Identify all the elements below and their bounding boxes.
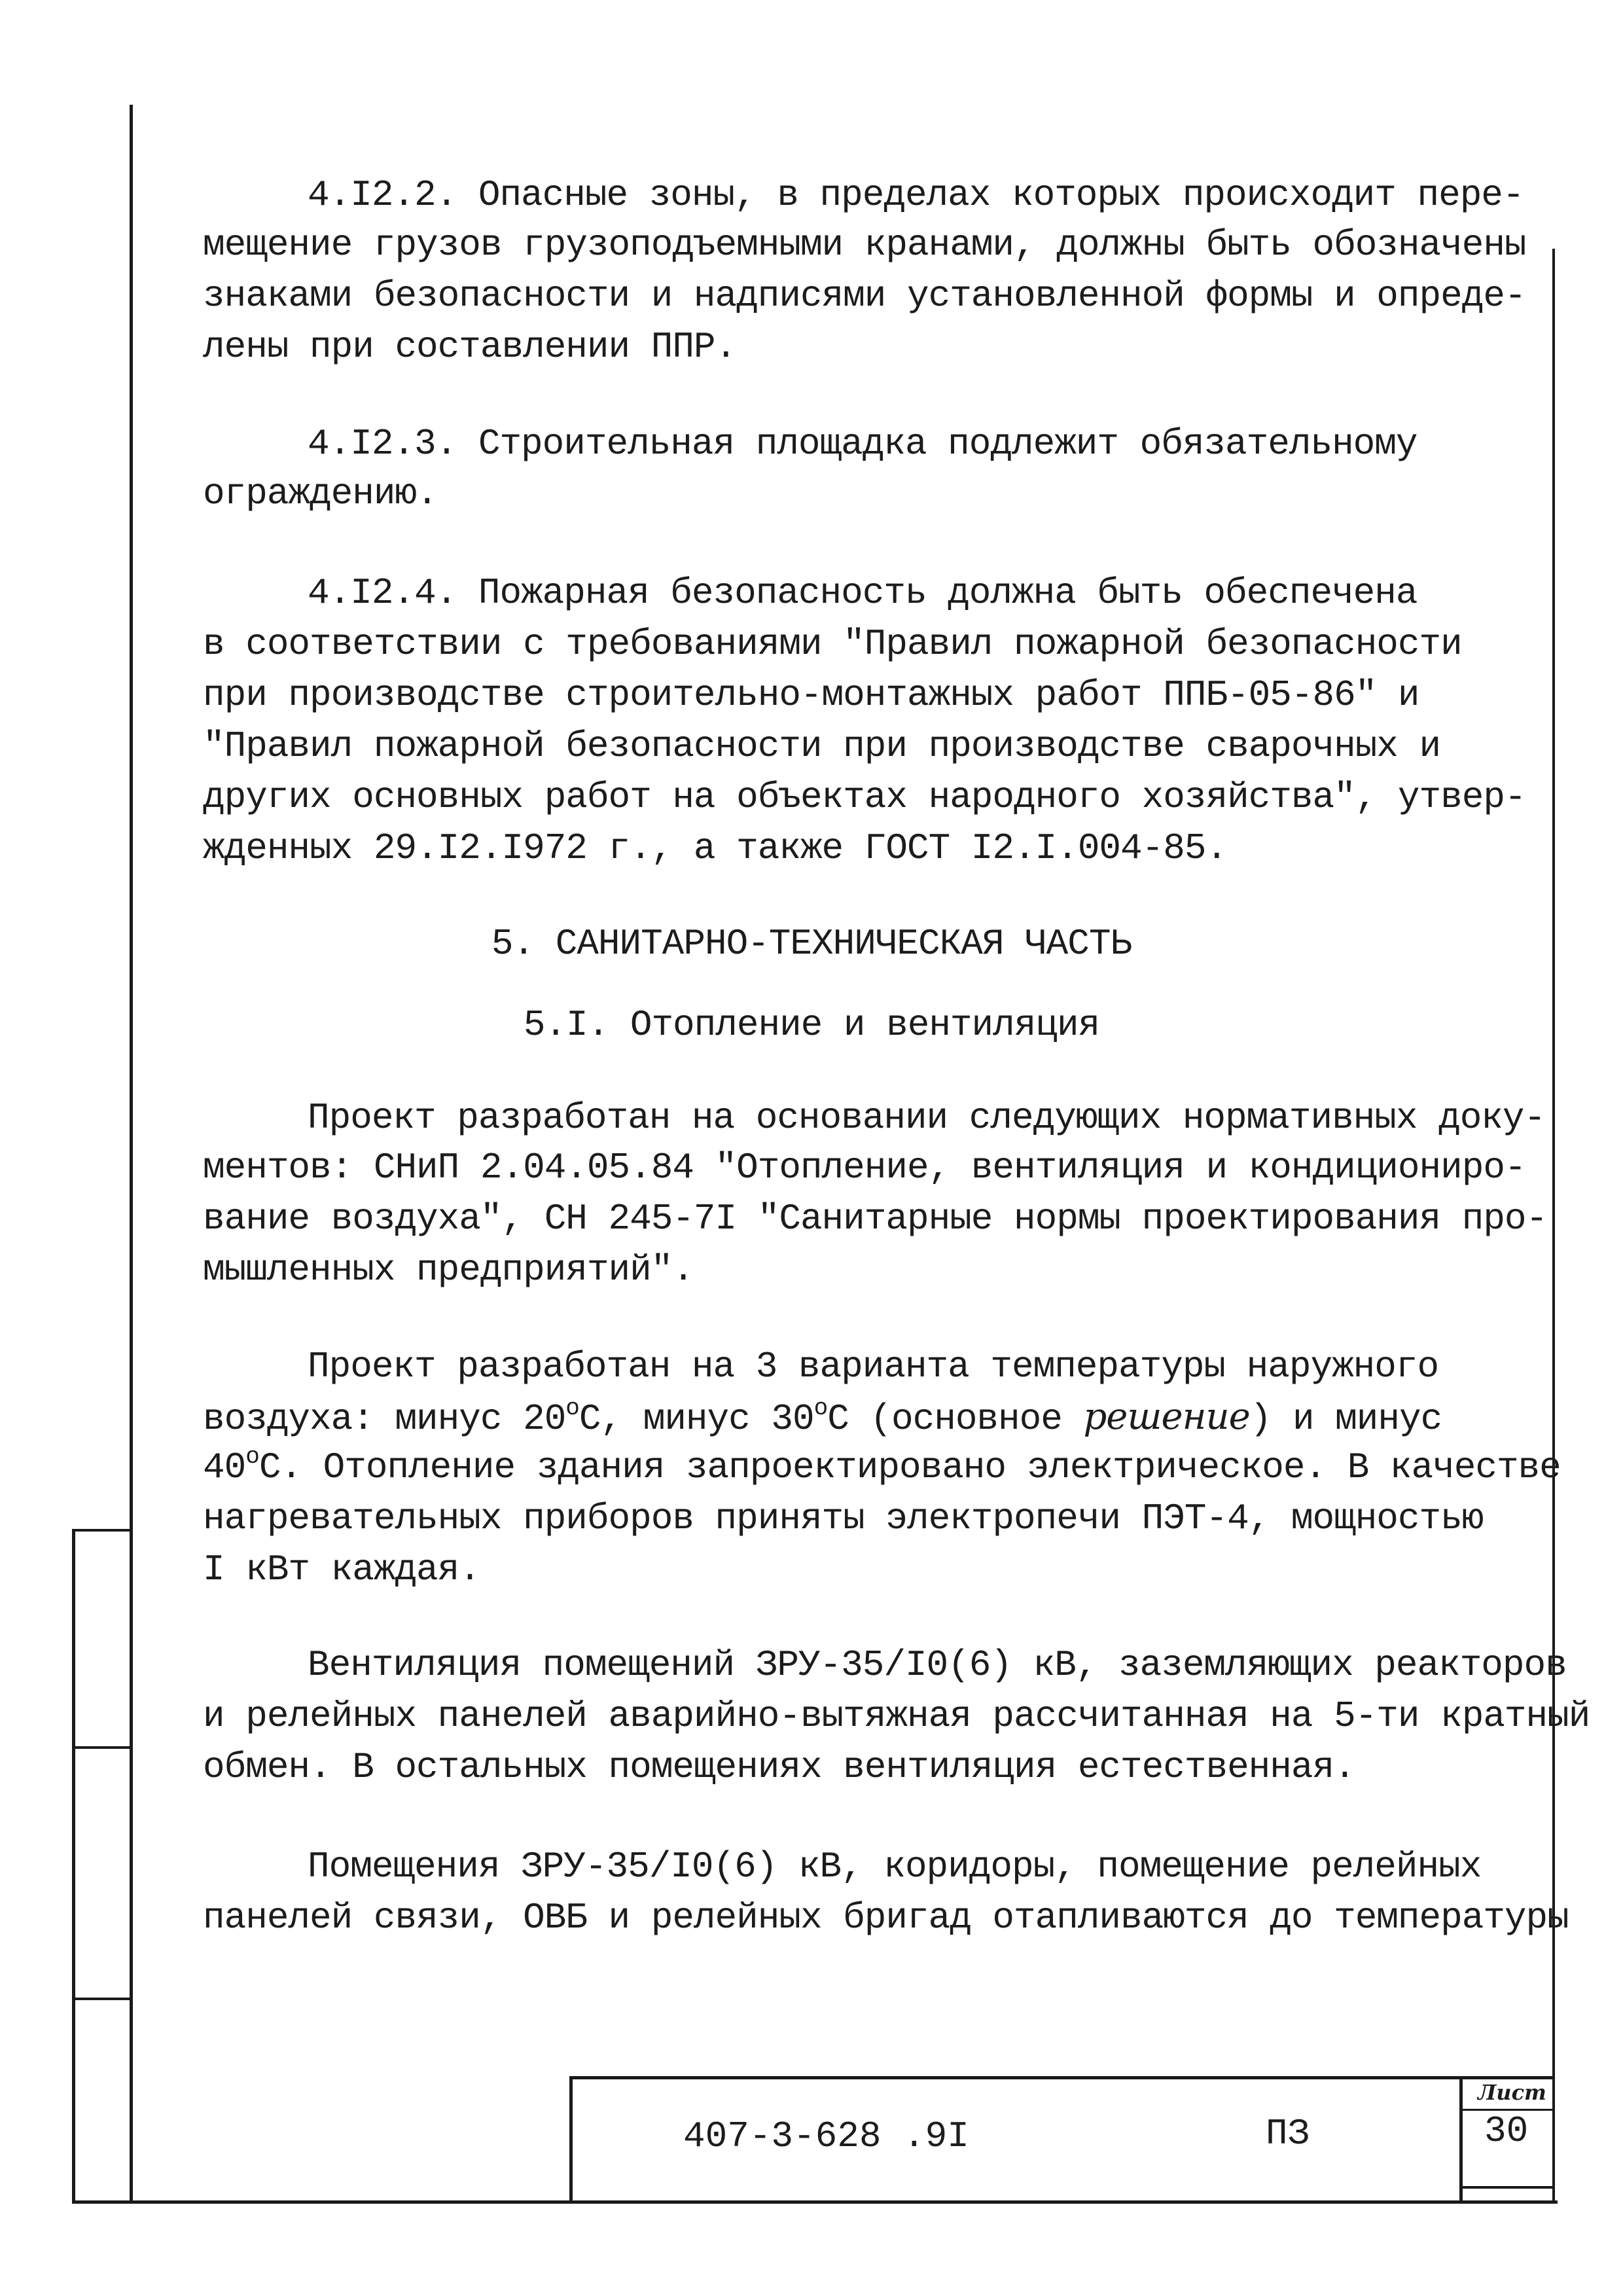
text-line: мещение грузов грузоподъемными кранами, должны быть обозначены <box>203 224 1526 266</box>
text-line: "Правил пожарной безопасности при производстве сварочных и <box>203 725 1441 767</box>
text-line: Помещения ЗРУ-35/I0(6) кВ, коридоры, помещение релейных <box>308 1846 1482 1888</box>
text-line: воздуха: минус 20$^o$С, минус 30$^o$С (основное решение) и минус <box>203 1395 1442 1440</box>
text-line: в соответствии с требованиями "Правил пожарной безопасности <box>203 623 1462 665</box>
text-line: Проект разработан на 3 варианта температуры наружного <box>308 1346 1439 1388</box>
sheet-label: Лист <box>1478 2080 1546 2105</box>
text-line: I кВт каждая. <box>203 1549 480 1590</box>
text-line: вание воздуха", СН 245-7I "Санитарные нормы проектирования про- <box>203 1198 1548 1240</box>
text-line: 4.I2.4. Пожарная безопасность должна быть обеспечена <box>308 572 1418 614</box>
doc-type: ПЗ <box>1266 2113 1310 2155</box>
text-line: и релейных панелей аварийно-вытяжная рассчитанная на 5-ти кратный <box>203 1695 1590 1737</box>
sheet-number: 30 <box>1484 2110 1529 2152</box>
text-line: знаками безопасности и надписями установленной формы и опреде- <box>203 275 1526 317</box>
text-line: ментов: СНиП 2.04.05.84 "Отопление, вентиляция и кондициониро- <box>203 1147 1526 1189</box>
text-line: панелей связи, ОВБ и релейных бригад отапливаются до температуры <box>203 1897 1569 1939</box>
left-margin-line <box>130 105 133 2202</box>
text-line: других основных работ на объектах народного хозяйства", утвер- <box>203 776 1526 818</box>
subsection-title: 5.I. Отопление и вентиляция <box>523 1004 1100 1046</box>
text-line: обмен. В остальных помещениях вентиляция естественная. <box>203 1746 1355 1788</box>
section-title: 5. САНИТАРНО-ТЕХНИЧЕСКАЯ ЧАСТЬ <box>491 923 1132 965</box>
text-line: 40$^o$С. Отопление здания запроектировано электрическое. В качестве <box>203 1443 1561 1488</box>
text-line: мышленных предприятий". <box>203 1249 694 1291</box>
text-line: при производстве строительно-монтажных работ ППБ-05-86" и <box>203 674 1419 716</box>
text-line: лены при составлении ППР. <box>203 326 737 368</box>
text-line: жденных 29.I2.I972 г., а также ГОСТ I2.I.004-85. <box>203 827 1228 869</box>
text-line: 4.I2.2. Опасные зоны, в пределах которых происходит пере- <box>308 174 1524 216</box>
text-line: 4.I2.3. Строительная площадка подлежит обязательному <box>308 423 1418 465</box>
text-line: нагревательных приборов приняты электропечи ПЭТ-4, мощностью <box>203 1498 1484 1539</box>
handwritten-word: решение <box>1083 1395 1250 1438</box>
text-line: ограждению. <box>203 473 438 514</box>
text-line: Вентиляция помещений ЗРУ-35/I0(6) кВ, заземляющих реакторов <box>308 1644 1567 1686</box>
document-code: 407-3-628 .9I <box>683 2115 969 2157</box>
bottom-frame-line <box>72 2200 1558 2204</box>
text-line: Проект разработан на основании следующих нормативных доку- <box>308 1097 1546 1139</box>
